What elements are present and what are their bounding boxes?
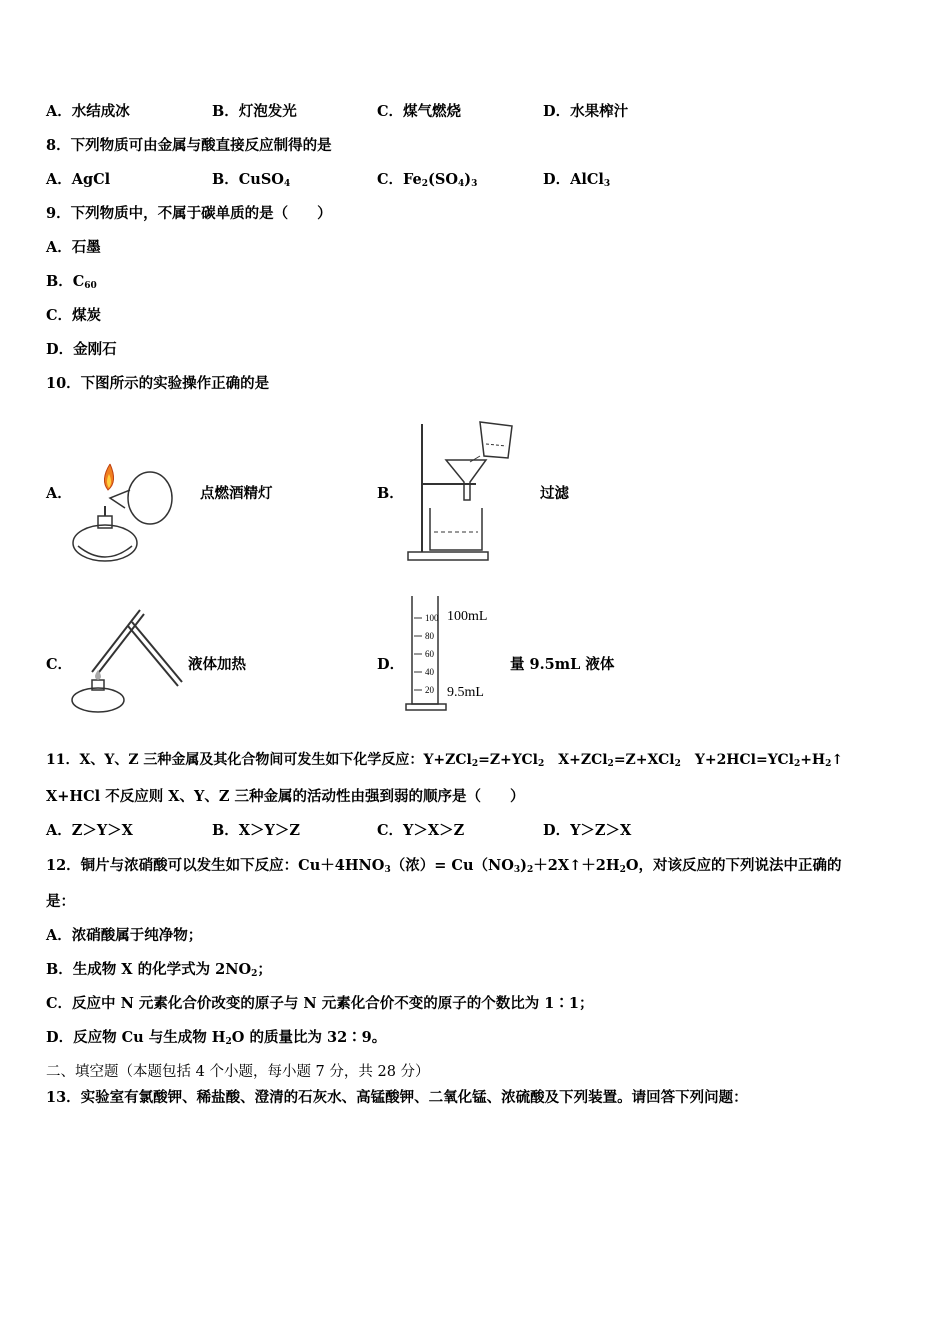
- q9-stem: 9．下列物质中，不属于碳单质的是（ ）: [46, 205, 332, 222]
- q8-option-d: D．AlCl$_3$: [543, 171, 611, 189]
- q9-option-d: D．金刚石: [46, 341, 117, 358]
- q9-option-b: B．$C_{60}$: [46, 273, 97, 291]
- cylinder-tick-20: 20: [425, 685, 434, 695]
- q8-option-b: B．CuSO$_4$: [212, 171, 291, 189]
- q11-line2: X+HCl 不反应则 X、Y、Z 三种金属的活动性由强到弱的顺序是（ ）: [46, 788, 525, 805]
- q10-stem: 10．下图所示的实验操作正确的是: [46, 375, 270, 392]
- q8-stem: 8．下列物质可由金属与酸直接反应制得的是: [46, 137, 332, 154]
- section-2-heading: 二、填空题（本题包括 4 个小题，每小题 7 分，共 28 分）: [46, 1064, 430, 1080]
- q12-line2: 是：: [46, 893, 75, 910]
- q7-option-b: B．灯泡发光: [212, 103, 297, 120]
- q9-option-a: A．石墨: [46, 239, 101, 256]
- q12-option-c: C．反应中 N 元素化合价改变的原子与 N 元素化合价不变的原子的个数比为 1∶1；: [46, 995, 594, 1012]
- liquid-heating-figure: [70, 600, 185, 718]
- q13-stem: 13．实验室有氯酸钾、稀盐酸、澄清的石灰水、高锰酸钾、二氧化锰、浓硫酸及下列装置。请回答下列问题：: [46, 1089, 748, 1106]
- q10-option-a-letter: A．: [46, 485, 72, 502]
- cylinder-label-bottom: 9.5mL: [447, 685, 484, 700]
- q12-option-a: A．浓硝酸属于纯净物；: [46, 927, 203, 944]
- q10-option-d-caption: 量 9.5mL 液体: [510, 656, 615, 673]
- q7-option-d: D．水果榨汁: [543, 103, 629, 120]
- q11-option-d: D．Y＞Z＞X: [543, 822, 632, 839]
- q10-option-d-letter: D．: [377, 656, 405, 673]
- q11-option-a: A．Z＞Y＞X: [46, 822, 133, 839]
- q8-option-c: C．$Fe_2(SO_4)_3$: [377, 171, 478, 189]
- q11-line1: 11．X、Y、Z 三种金属及其化合物间可发生如下化学反应：Y+ZCl$_2$=Z+YCl$_2$ X+ZCl$_2$=Z+XCl$_2$ $Y+2HCl=YCl_2+H_2↑$: [46, 752, 844, 769]
- cylinder-tick-80: 80: [425, 631, 434, 641]
- q11-option-c: C．Y＞X＞Z: [377, 822, 465, 839]
- q11-option-b: B．X＞Y＞Z: [212, 822, 300, 839]
- q9-option-c: C．煤炭: [46, 307, 102, 324]
- alcohol-lamp-lighting-figure: [70, 458, 180, 568]
- q10-option-b-caption: 过滤: [540, 485, 569, 502]
- q7-option-a: A．水结成冰: [46, 103, 130, 120]
- q12-option-d: D．反应物 Cu 与生成物 $H_2O$ 的质量比为 32∶9。: [46, 1029, 387, 1047]
- cylinder-tick-60: 60: [425, 649, 434, 659]
- filtration-figure: [400, 416, 530, 566]
- cylinder-label-top: 100mL: [447, 609, 488, 624]
- q12-line1: 12．铜片与浓硝酸可以发生如下反应：$Cu+4HNO_3$（浓）= $Cu(NO_3)_2+2X↑+2H_2O$，对该反应的下列说法中正确的: [46, 857, 842, 875]
- q10-option-c-letter: C．: [46, 656, 73, 673]
- cylinder-tick-40: 40: [425, 667, 434, 677]
- q10-option-b-letter: B．: [377, 485, 404, 502]
- q10-option-a-caption: 点燃酒精灯: [200, 485, 273, 502]
- cylinder-tick-100: 100: [425, 613, 439, 623]
- q12-option-b: B．生成物 X 的化学式为 $2NO_2$；: [46, 961, 272, 979]
- q10-option-c-caption: 液体加热: [188, 656, 246, 673]
- q7-option-c: C．煤气燃烧: [377, 103, 462, 120]
- q8-option-a: A．AgCl: [46, 171, 111, 188]
